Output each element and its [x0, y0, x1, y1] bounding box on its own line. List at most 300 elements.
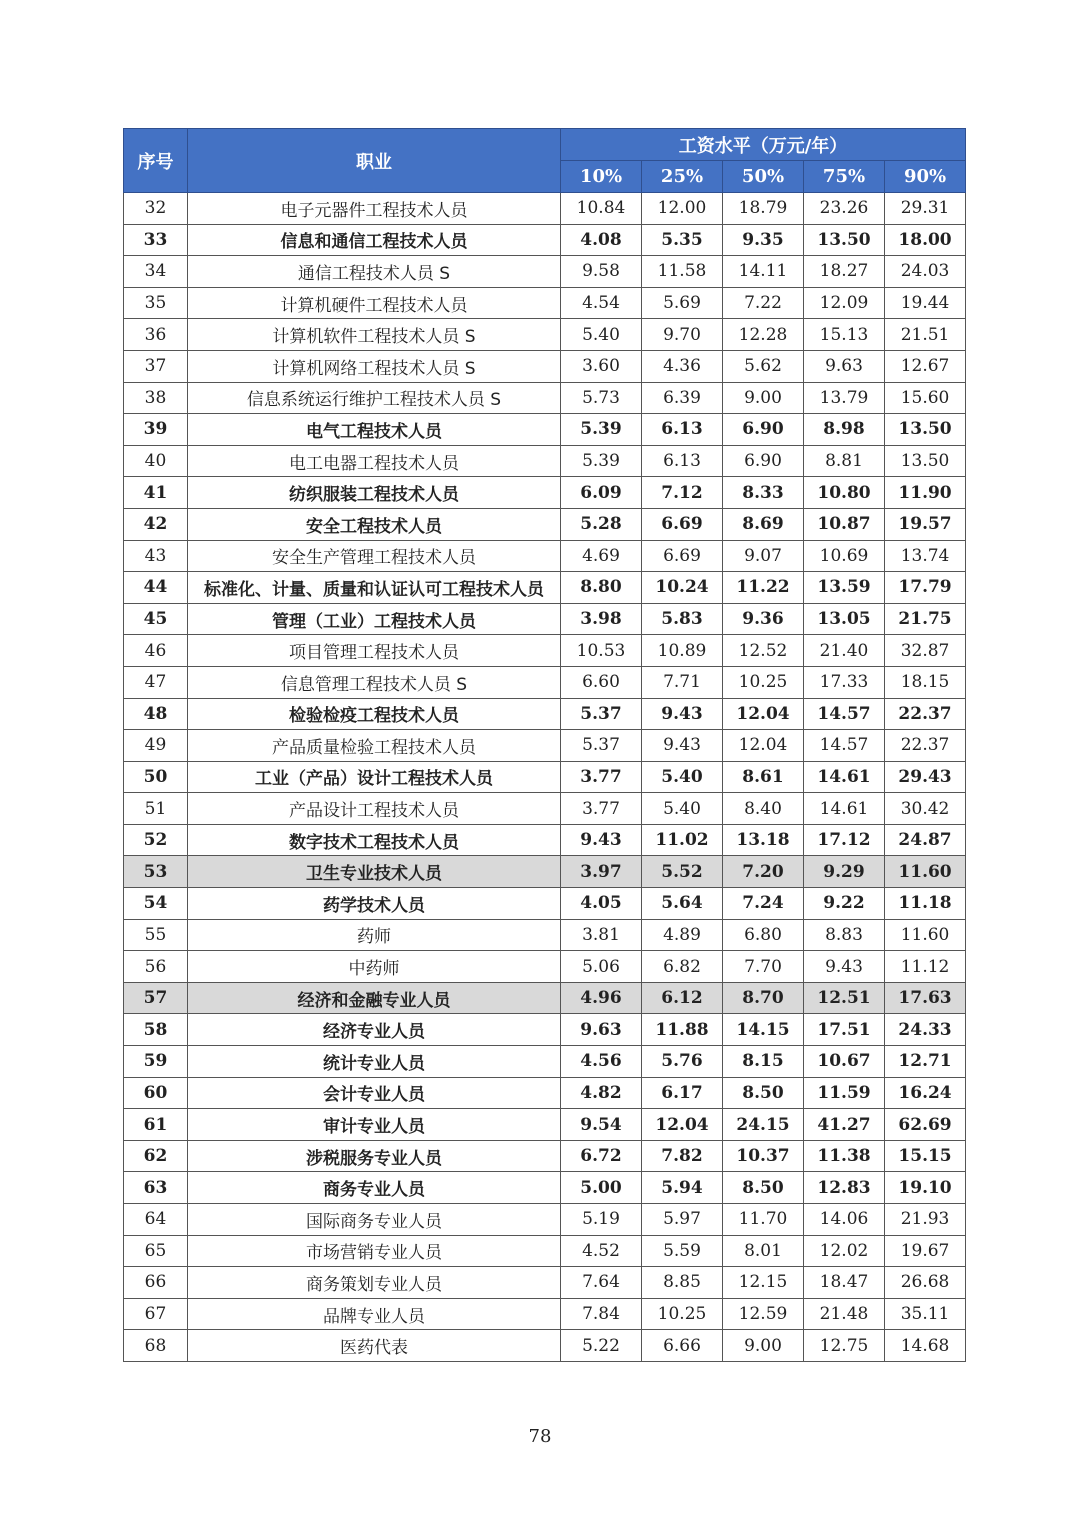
wage-p25: 6.13	[642, 445, 723, 477]
wage-p90: 24.03	[885, 256, 966, 288]
occupation-name: 电子元器件工程技术人员	[188, 193, 561, 225]
header-p25: 25%	[642, 161, 723, 193]
wage-p50: 6.90	[723, 414, 804, 446]
table-row	[124, 256, 966, 288]
wage-p50: 9.07	[723, 540, 804, 572]
occupation-name: 商务专业人员	[188, 1172, 561, 1204]
row-number: 60	[124, 1077, 188, 1109]
wage-p90: 29.31	[885, 193, 966, 225]
wage-p90: 62.69	[885, 1109, 966, 1141]
occupation-name: 计算机软件工程技术人员 S	[188, 319, 561, 351]
wage-p50: 8.50	[723, 1077, 804, 1109]
row-number: 62	[124, 1140, 188, 1172]
row-number: 46	[124, 635, 188, 667]
wage-p90: 12.71	[885, 1046, 966, 1078]
row-number: 53	[124, 856, 188, 888]
wage-p50: 8.01	[723, 1235, 804, 1267]
wage-p25: 10.89	[642, 635, 723, 667]
wage-p25: 10.25	[642, 1298, 723, 1330]
wage-p25: 5.35	[642, 224, 723, 256]
wage-p10: 4.54	[561, 287, 642, 319]
wage-p75: 8.83	[804, 919, 885, 951]
wage-p10: 3.97	[561, 856, 642, 888]
wage-p90: 17.63	[885, 982, 966, 1014]
row-number: 48	[124, 698, 188, 730]
table-row	[124, 1109, 966, 1141]
wage-p90: 17.79	[885, 572, 966, 604]
wage-p75: 10.80	[804, 477, 885, 509]
wage-p75: 17.12	[804, 824, 885, 856]
wage-p50: 14.11	[723, 256, 804, 288]
wage-p50: 8.50	[723, 1172, 804, 1204]
wage-p25: 12.00	[642, 193, 723, 225]
wage-p25: 11.58	[642, 256, 723, 288]
wage-p25: 9.43	[642, 698, 723, 730]
wage-p25: 5.69	[642, 287, 723, 319]
table-row	[124, 951, 966, 983]
table-row	[124, 888, 966, 920]
wage-p75: 13.50	[804, 224, 885, 256]
row-number: 50	[124, 761, 188, 793]
wage-p10: 5.39	[561, 445, 642, 477]
wage-p75: 14.61	[804, 793, 885, 825]
wage-p10: 5.19	[561, 1204, 642, 1236]
wage-p10: 7.84	[561, 1298, 642, 1330]
wage-p90: 30.42	[885, 793, 966, 825]
wage-p75: 18.47	[804, 1267, 885, 1299]
wage-p10: 8.80	[561, 572, 642, 604]
wage-p90: 19.10	[885, 1172, 966, 1204]
row-number: 54	[124, 888, 188, 920]
table-row	[124, 603, 966, 635]
wage-p75: 13.59	[804, 572, 885, 604]
wage-p50: 7.24	[723, 888, 804, 920]
wage-p25: 6.17	[642, 1077, 723, 1109]
wage-p10: 9.63	[561, 1014, 642, 1046]
wage-p50: 6.80	[723, 919, 804, 951]
wage-p10: 4.05	[561, 888, 642, 920]
wage-p75: 18.27	[804, 256, 885, 288]
wage-p10: 6.72	[561, 1140, 642, 1172]
table-row	[124, 824, 966, 856]
wage-p90: 11.60	[885, 919, 966, 951]
wage-p50: 8.33	[723, 477, 804, 509]
row-number: 66	[124, 1267, 188, 1299]
occupation-name: 纺织服装工程技术人员	[188, 477, 561, 509]
table-row	[124, 730, 966, 762]
wage-p90: 18.15	[885, 666, 966, 698]
table-row	[124, 1235, 966, 1267]
table-row	[124, 287, 966, 319]
wage-p25: 11.88	[642, 1014, 723, 1046]
wage-p50: 12.28	[723, 319, 804, 351]
wage-p75: 10.69	[804, 540, 885, 572]
wage-p10: 4.96	[561, 982, 642, 1014]
wage-p90: 22.37	[885, 730, 966, 762]
wage-p25: 5.83	[642, 603, 723, 635]
wage-p50: 8.15	[723, 1046, 804, 1078]
wage-p90: 13.50	[885, 414, 966, 446]
wage-p75: 10.67	[804, 1046, 885, 1078]
table-row	[124, 698, 966, 730]
table-row	[124, 1298, 966, 1330]
occupation-name: 信息系统运行维护工程技术人员 S	[188, 382, 561, 414]
table-row	[124, 572, 966, 604]
row-number: 63	[124, 1172, 188, 1204]
occupation-name: 药学技术人员	[188, 888, 561, 920]
wage-p10: 5.00	[561, 1172, 642, 1204]
wage-p50: 7.20	[723, 856, 804, 888]
wage-p75: 8.98	[804, 414, 885, 446]
wage-p75: 12.51	[804, 982, 885, 1014]
wage-p25: 5.52	[642, 856, 723, 888]
wage-p10: 9.54	[561, 1109, 642, 1141]
wage-p10: 7.64	[561, 1267, 642, 1299]
wage-p90: 18.00	[885, 224, 966, 256]
occupation-name: 会计专业人员	[188, 1077, 561, 1109]
wage-p10: 5.37	[561, 730, 642, 762]
wage-p75: 17.51	[804, 1014, 885, 1046]
row-number: 59	[124, 1046, 188, 1078]
wage-p90: 15.60	[885, 382, 966, 414]
wage-p75: 14.57	[804, 730, 885, 762]
row-number: 44	[124, 572, 188, 604]
header-occupation: 职业	[188, 129, 561, 193]
table-header	[124, 129, 966, 193]
wage-p50: 11.70	[723, 1204, 804, 1236]
occupation-name: 医药代表	[188, 1330, 561, 1362]
table-row	[124, 1267, 966, 1299]
occupation-name: 品牌专业人员	[188, 1298, 561, 1330]
wage-p25: 6.82	[642, 951, 723, 983]
wage-p75: 13.05	[804, 603, 885, 635]
occupation-name: 卫生专业技术人员	[188, 856, 561, 888]
wage-p10: 6.60	[561, 666, 642, 698]
wage-p75: 14.06	[804, 1204, 885, 1236]
wage-p90: 35.11	[885, 1298, 966, 1330]
row-number: 38	[124, 382, 188, 414]
wage-p25: 5.40	[642, 793, 723, 825]
row-number: 39	[124, 414, 188, 446]
wage-p10: 4.52	[561, 1235, 642, 1267]
wage-p10: 5.37	[561, 698, 642, 730]
occupation-name: 电工电器工程技术人员	[188, 445, 561, 477]
occupation-name: 国际商务专业人员	[188, 1204, 561, 1236]
table-row	[124, 414, 966, 446]
header-p10: 10%	[561, 161, 642, 193]
wage-p90: 29.43	[885, 761, 966, 793]
wage-p90: 21.93	[885, 1204, 966, 1236]
wage-p25: 6.12	[642, 982, 723, 1014]
table-row	[124, 193, 966, 225]
wage-p25: 7.82	[642, 1140, 723, 1172]
row-number: 55	[124, 919, 188, 951]
wage-p50: 10.37	[723, 1140, 804, 1172]
wage-p50: 7.70	[723, 951, 804, 983]
wage-p10: 3.81	[561, 919, 642, 951]
wage-p50: 24.15	[723, 1109, 804, 1141]
wage-p25: 8.85	[642, 1267, 723, 1299]
table-row	[124, 1077, 966, 1109]
table-row	[124, 919, 966, 951]
occupation-name: 商务策划专业人员	[188, 1267, 561, 1299]
wage-p75: 14.61	[804, 761, 885, 793]
wage-p90: 11.18	[885, 888, 966, 920]
wage-p10: 6.09	[561, 477, 642, 509]
occupation-name: 经济专业人员	[188, 1014, 561, 1046]
wage-p25: 7.71	[642, 666, 723, 698]
row-number: 58	[124, 1014, 188, 1046]
wage-p10: 5.22	[561, 1330, 642, 1362]
wage-p25: 5.40	[642, 761, 723, 793]
wage-p50: 12.15	[723, 1267, 804, 1299]
occupation-name: 安全生产管理工程技术人员	[188, 540, 561, 572]
wage-p75: 21.48	[804, 1298, 885, 1330]
occupation-name: 审计专业人员	[188, 1109, 561, 1141]
table-row	[124, 508, 966, 540]
occupation-name: 中药师	[188, 951, 561, 983]
wage-p25: 9.70	[642, 319, 723, 351]
wage-p75: 41.27	[804, 1109, 885, 1141]
table-row	[124, 477, 966, 509]
wage-p25: 9.43	[642, 730, 723, 762]
wage-p50: 5.62	[723, 350, 804, 382]
table-row	[124, 1204, 966, 1236]
table-row	[124, 1172, 966, 1204]
table-row	[124, 1046, 966, 1078]
wage-p90: 11.90	[885, 477, 966, 509]
table-body	[124, 193, 966, 1362]
table-row	[124, 319, 966, 351]
wage-p90: 21.51	[885, 319, 966, 351]
wage-p50: 11.22	[723, 572, 804, 604]
wage-p25: 5.64	[642, 888, 723, 920]
wage-p10: 5.40	[561, 319, 642, 351]
occupation-name: 产品质量检验工程技术人员	[188, 730, 561, 762]
occupation-name: 电气工程技术人员	[188, 414, 561, 446]
wage-p75: 9.43	[804, 951, 885, 983]
occupation-name: 涉税服务专业人员	[188, 1140, 561, 1172]
wage-p75: 13.79	[804, 382, 885, 414]
wage-p75: 11.59	[804, 1077, 885, 1109]
wage-p75: 9.29	[804, 856, 885, 888]
wage-p75: 12.75	[804, 1330, 885, 1362]
occupation-name: 项目管理工程技术人员	[188, 635, 561, 667]
wage-p10: 3.60	[561, 350, 642, 382]
wage-p25: 6.66	[642, 1330, 723, 1362]
wage-p90: 16.24	[885, 1077, 966, 1109]
wage-p50: 8.70	[723, 982, 804, 1014]
row-number: 43	[124, 540, 188, 572]
table-row	[124, 856, 966, 888]
wage-p90: 19.57	[885, 508, 966, 540]
wage-p50: 12.59	[723, 1298, 804, 1330]
wage-p50: 9.00	[723, 382, 804, 414]
wage-p25: 6.39	[642, 382, 723, 414]
wage-p10: 5.39	[561, 414, 642, 446]
table-row	[124, 1014, 966, 1046]
row-number: 40	[124, 445, 188, 477]
occupation-name: 安全工程技术人员	[188, 508, 561, 540]
row-number: 67	[124, 1298, 188, 1330]
header-wage-level: 工资水平（万元/年）	[561, 129, 966, 161]
wage-p75: 21.40	[804, 635, 885, 667]
occupation-name: 市场营销专业人员	[188, 1235, 561, 1267]
wage-p90: 24.33	[885, 1014, 966, 1046]
table-row	[124, 224, 966, 256]
header-p90: 90%	[885, 161, 966, 193]
wage-p10: 9.58	[561, 256, 642, 288]
row-number: 52	[124, 824, 188, 856]
wage-p75: 17.33	[804, 666, 885, 698]
table-row	[124, 445, 966, 477]
occupation-name: 标准化、计量、质量和认证认可工程技术人员	[188, 572, 561, 604]
wage-p75: 8.81	[804, 445, 885, 477]
wage-p90: 22.37	[885, 698, 966, 730]
row-number: 56	[124, 951, 188, 983]
wage-p25: 4.36	[642, 350, 723, 382]
table-row	[124, 350, 966, 382]
occupation-name: 检验检疫工程技术人员	[188, 698, 561, 730]
wage-p75: 12.02	[804, 1235, 885, 1267]
row-number: 61	[124, 1109, 188, 1141]
wage-p75: 9.22	[804, 888, 885, 920]
row-number: 47	[124, 666, 188, 698]
row-number: 33	[124, 224, 188, 256]
wage-p50: 6.90	[723, 445, 804, 477]
wage-p50: 8.69	[723, 508, 804, 540]
wage-p50: 10.25	[723, 666, 804, 698]
wage-p90: 11.60	[885, 856, 966, 888]
wage-p10: 4.08	[561, 224, 642, 256]
row-number: 51	[124, 793, 188, 825]
wage-p25: 6.69	[642, 540, 723, 572]
wage-p10: 3.98	[561, 603, 642, 635]
wage-p25: 6.69	[642, 508, 723, 540]
header-no: 序号	[124, 129, 188, 193]
row-number: 57	[124, 982, 188, 1014]
wage-p10: 10.53	[561, 635, 642, 667]
occupation-name: 经济和金融专业人员	[188, 982, 561, 1014]
wage-p10: 5.28	[561, 508, 642, 540]
wage-p25: 12.04	[642, 1109, 723, 1141]
page-number: 78	[528, 1426, 552, 1447]
wage-p25: 7.12	[642, 477, 723, 509]
row-number: 37	[124, 350, 188, 382]
row-number: 64	[124, 1204, 188, 1236]
row-number: 32	[124, 193, 188, 225]
table-row	[124, 761, 966, 793]
wage-p90: 13.50	[885, 445, 966, 477]
table-row	[124, 540, 966, 572]
row-number: 49	[124, 730, 188, 762]
row-number: 36	[124, 319, 188, 351]
wage-p25: 5.59	[642, 1235, 723, 1267]
wage-p50: 7.22	[723, 287, 804, 319]
wage-p75: 12.83	[804, 1172, 885, 1204]
occupation-name: 药师	[188, 919, 561, 951]
occupation-name: 计算机网络工程技术人员 S	[188, 350, 561, 382]
occupation-name: 产品设计工程技术人员	[188, 793, 561, 825]
occupation-name: 数字技术工程技术人员	[188, 824, 561, 856]
wage-p25: 5.76	[642, 1046, 723, 1078]
wage-p50: 14.15	[723, 1014, 804, 1046]
wage-p50: 13.18	[723, 824, 804, 856]
header-p75: 75%	[804, 161, 885, 193]
wage-p10: 3.77	[561, 761, 642, 793]
wage-p90: 19.44	[885, 287, 966, 319]
row-number: 41	[124, 477, 188, 509]
wage-p75: 12.09	[804, 287, 885, 319]
wage-p50: 12.52	[723, 635, 804, 667]
wage-p25: 5.94	[642, 1172, 723, 1204]
occupation-name: 信息和通信工程技术人员	[188, 224, 561, 256]
table-row	[124, 793, 966, 825]
wage-p25: 10.24	[642, 572, 723, 604]
table-row	[124, 1330, 966, 1362]
wage-p25: 11.02	[642, 824, 723, 856]
wage-p75: 10.87	[804, 508, 885, 540]
wage-p90: 26.68	[885, 1267, 966, 1299]
wage-p75: 14.57	[804, 698, 885, 730]
wage-p90: 15.15	[885, 1140, 966, 1172]
wage-p25: 6.13	[642, 414, 723, 446]
occupation-name: 计算机硬件工程技术人员	[188, 287, 561, 319]
occupation-name: 信息管理工程技术人员 S	[188, 666, 561, 698]
occupation-name: 通信工程技术人员 S	[188, 256, 561, 288]
occupation-name: 管理（工业）工程技术人员	[188, 603, 561, 635]
header-p50: 50%	[723, 161, 804, 193]
wage-p50: 8.40	[723, 793, 804, 825]
wage-p90: 32.87	[885, 635, 966, 667]
wage-p50: 12.04	[723, 698, 804, 730]
wage-p10: 5.73	[561, 382, 642, 414]
wage-p10: 10.84	[561, 193, 642, 225]
wage-p90: 12.67	[885, 350, 966, 382]
row-number: 65	[124, 1235, 188, 1267]
wage-p75: 11.38	[804, 1140, 885, 1172]
wage-p50: 9.00	[723, 1330, 804, 1362]
table-row	[124, 635, 966, 667]
wage-p75: 9.63	[804, 350, 885, 382]
wage-p10: 5.06	[561, 951, 642, 983]
row-number: 34	[124, 256, 188, 288]
wage-p10: 3.77	[561, 793, 642, 825]
table-row	[124, 1140, 966, 1172]
wage-p75: 23.26	[804, 193, 885, 225]
wage-p50: 8.61	[723, 761, 804, 793]
wage-p10: 4.56	[561, 1046, 642, 1078]
wage-p90: 21.75	[885, 603, 966, 635]
row-number: 42	[124, 508, 188, 540]
wage-p90: 19.67	[885, 1235, 966, 1267]
wage-p90: 14.68	[885, 1330, 966, 1362]
wage-p25: 5.97	[642, 1204, 723, 1236]
wage-p90: 24.87	[885, 824, 966, 856]
wage-p25: 4.89	[642, 919, 723, 951]
wage-p90: 11.12	[885, 951, 966, 983]
wage-p50: 18.79	[723, 193, 804, 225]
table-row	[124, 982, 966, 1014]
wage-p10: 9.43	[561, 824, 642, 856]
table-row	[124, 382, 966, 414]
occupation-name: 工业（产品）设计工程技术人员	[188, 761, 561, 793]
wage-p90: 13.74	[885, 540, 966, 572]
row-number: 45	[124, 603, 188, 635]
wage-p10: 4.69	[561, 540, 642, 572]
wage-p50: 12.04	[723, 730, 804, 762]
wage-table	[123, 128, 966, 1362]
